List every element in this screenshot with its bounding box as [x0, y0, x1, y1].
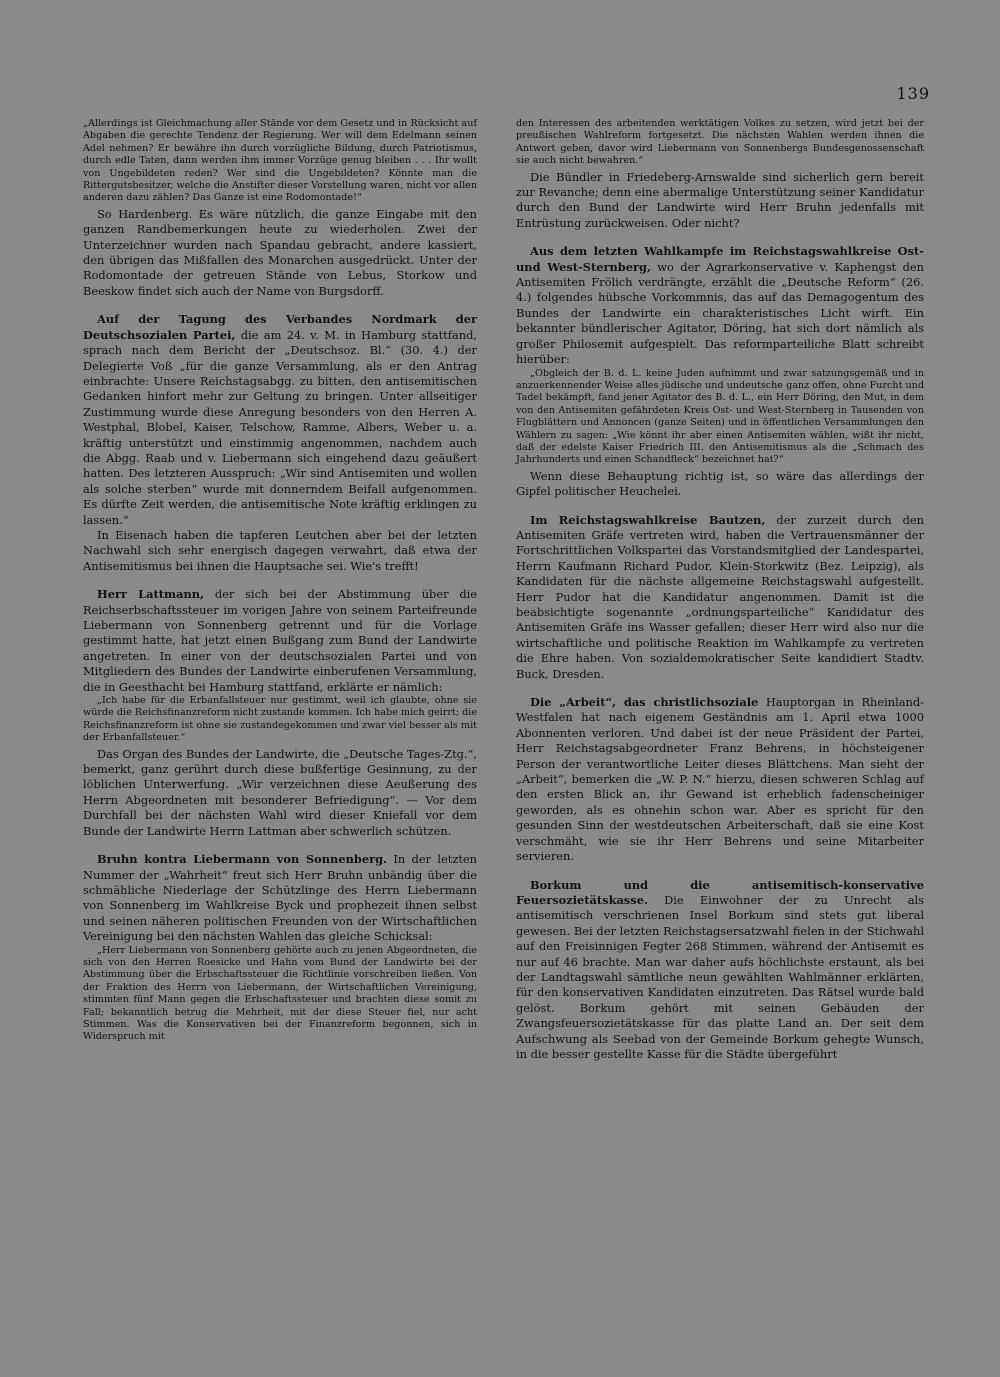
paragraph-hardenberg: So Hardenberg. Es wäre nützlich, die ganze Eingabe mit den ganzen Randbemerkungen heute zu wiederholen. Zwei der Unterzeichner wurden nach Spandau gebracht, andere kassiert, den übrigen das Mißfallen des Monarchen ausgedrückt. Unter der Rodomontade der getreuen Stände von Lebus, Storkow und Beeskow findet sich auch der Name von Burgsdorff.	[83, 206, 477, 298]
article-bautzen	[516, 513, 924, 682]
headline-arbeit: Die „Arbeit“, das christlichsoziale	[530, 695, 759, 710]
article-borkum	[516, 878, 924, 1063]
article-sternberg	[516, 244, 924, 367]
headline-bautzen: Im Reichstagswahlkreise Bautzen,	[530, 512, 766, 527]
headline-nordmark: Auf der Tagung des Verbandes Nordmark der Deutschsozialen Partei,	[83, 312, 477, 342]
body-borkum: Die Einwohner der zu Unrecht als antisemitisch verschrienen Insel Borkum sind stets gut liberal gewesen. Bei der letzten Reichstagsersatzwahl fielen in der Stichwahl auf den Freisinnigen Fegter 268 Stimmen, während der Antisemit es nur auf 46 brachte. Man war daher aufs höchlichste erstaunt, als bei der Landtagswahl sämtliche neun gewählten Wahlmänner erklärten, für den konservativen Kandidaten einzutreten. Das Rätsel wurde bald gelöst. Borkum gehört mit seinen Gebäuden der Zwangsfeuersozietätskasse für das platte Land an. Der seit dem Aufschwung als Seebad von der Gemeinde Borkum gehegte Wunsch, in die besser gestellte Kasse für die Städte übergeführt	[516, 892, 924, 1061]
paragraph-eisenach: In Eisenach haben die tapferen Leutchen aber bei der letzten Nachwahl sich sehr energisch dagegen verwahrt, daß etwa der Antisemitismus bei ihnen die Hauptsache sei. Wie's trefft!	[83, 527, 477, 573]
article-arbeit	[516, 695, 924, 864]
quote-deutsche-reform: „Obgleich der B. d. L. keine Juden aufnimmt und zwar satzungsgemäß und in anzuerkennender Weise alles jüdische und undeutsche ganz offen, ohne Furcht und Tadel bekämpft, fand jener Agitator des B. d. L., ein Herr Döring, den Mut, in dem von den Antisemiten gefährdeten Kreis Ost- und West-Sternberg in Tausenden von Flugblättern und Annoncen (ganze Seiten) und in öffentlichen Versammlungen den Wählern zu sagen: „Wie könnt ihr aber einen Antisemiten wählen, wißt ihr nicht, daß der edelste Kaiser Friedrich III. den Antisemitismus als die „Schmach des Jahrhunderts und einen Schandfleck“ bezeichnet hat?“	[516, 367, 924, 466]
headline-lattmann: Herr Lattmann,	[97, 587, 205, 602]
body-bruhn: In der letzten Nummer der „Wahrheit“ freut sich Herr Bruhn unbändig über die schmähliche Niederlage der Schützlinge des Herrn Liebermann von Sonnenberg im Wahlkreise Byck und prophezeit ihnen selbst und seinen näheren politischen Freunden von der Wirtschaftlichen Vereinigung bei den nächsten Wahlen das gleiche Schicksal:	[83, 852, 477, 944]
paragraph-tageszeitung: Das Organ des Bundes der Landwirte, die „Deutsche Tages-Ztg.“, bemerkt, ganz gerührt durch diese bußfertige Gesinnung, zu der löblichen Unterwerfung. „Wir verzeichnen diese Aeußerung des Herrn Abgeordneten mit besonderer Befriedigung“. — Vor dem Durchfall bei der nächsten Wahl wird dieser Kniefall vor dem Bunde der Landwirte Herrn Lattman aber schwerlich schützen.	[83, 746, 477, 838]
page-number: 139	[896, 84, 930, 103]
quote-wahrheit-continued: den Interessen des arbeitenden werktätigen Volkes zu setzen, wird jetzt bei der preußischen Wahlreform fortgesetzt. Die nächsten Wahlen werden ihnen die Antwort geben, davor wird Liebermann von Sonnenbergs Bundesgenossenschaft sie auch nicht bewahren.“	[516, 118, 924, 167]
quote-hardenberg: „Allerdings ist Gleichmachung aller Stände vor dem Gesetz und in Rücksicht auf Abgaben die gerechte Tendenz der Regierung. Wer will dem Edelmann seinen Adel nehmen? Er bewähre ihn durch vorzügliche Bildung, durch Patriotismus, durch edle Taten, dann werden ihm immer Vorzüge genug bleiben . . . Ihr wollt von Ungebildeten reden? Wer sind die Ungebildeten? Könnte man die Rittergutsbesitzer, welche die Anstifter dieser Vorstellung waren, nicht vor allen anderen dazu zählen? Das Ganze ist eine Rodomontade!“	[83, 118, 477, 204]
paragraph-heuchelei: Wenn diese Behauptung richtig ist, so wäre das allerdings der Gipfel politischer Heuchelei.	[516, 468, 924, 499]
article-nordmark	[83, 312, 477, 528]
right-column	[516, 118, 924, 1062]
article-lattmann	[83, 587, 477, 695]
paragraph-buendler: Die Bündler in Friedeberg-Arnswalde sind sicherlich gern bereit zur Revanche; denn eine abermalige Unterstützung seiner Kandidatur durch den Bund der Landwirte wird Herr Bruhn jedenfalls mit Entrüstung zurückweisen. Oder nicht?	[516, 169, 924, 230]
headline-borkum: Borkum und die antisemitisch-konservative Feuersozietätskasse.	[516, 877, 924, 907]
body-sternberg: wo der Agrarkonservative v. Kaphengst den Antisemiten Frölich verdrängte, erzählt die „Deutsche Reform“ (26. 4.) folgendes hübsche Vorkommnis, das auf das Demagogentum des Bundes der Landwirte ein charakteristisches Licht wirft. Ein bekannter bündlerischer Agitator, Döring, hat sich dort nämlich als großer Philosemit aufgespielt. Das reformparteiliche Blatt schreibt hierüber:	[516, 259, 924, 367]
quote-lattmann: „Ich habe für die Erbanfallsteuer nur gestimmt, weil ich glaubte, ohne sie würde die Reichsfinanzreform nicht zustande kommen. Ich habe mich geirrt; die Reichsfinanzreform ist ohne sie zustandegekommen und zwar viel besser als mit der Erbanfallsteuer.“	[83, 695, 477, 744]
left-column	[83, 118, 477, 1046]
article-bruhn	[83, 852, 477, 944]
body-bautzen: der zurzeit durch den Antisemiten Gräfe vertreten wird, haben die Vertrauensmänner der Fortschrittlichen Volkspartei das Vorstandsmitglied der Landespartei, Herrn Kaufmann Richard Pudor, Klein-Storkwitz (Bez. Leipzig), als Kandidaten für die nächste allgemeine Reichstagswahl aufgestellt. Herr Pudor hat die Kandidatur angenommen. Damit ist die beabsichtigte sogenannte „ordnungsparteiliche“ Kandidatur des Antisemiten Gräfe ins Wasser gefallen; dieser Herr wird also nur die wirtschaftliche und politische Reaktion im Wahlkampfe zu vertreten die Ehre haben. Von sozialdemokratischer Seite kandidiert Stadtv. Buck, Dresden.	[516, 512, 924, 681]
body-arbeit: Hauptorgan in Rheinland-Westfalen hat nach eigenem Geständnis am 1. April etwa 1000 Abonnenten verloren. Und dabei ist der neue Präsident der Partei, Herr Reichstagsabgeordneter Franz Behrens, in höchsteigener Person der verantwortliche Leiter dieses Blättchens. Man sieht der „Arbeit“, bemerken die „W. P. N.“ hierzu, diesen schweren Schlag auf den ersten Blick an, ihr Gewand ist erheblich fadenscheiniger geworden, als es ohnehin schon war. Aber es spricht für den gesunden Sinn der westdeutschen Arbeiterschaft, daß sie eine Kost verschmäht, wie sie ihr Herr Behrens und seine Mitarbeiter servieren.	[516, 695, 924, 864]
body-nordmark: die am 24. v. M. in Hamburg stattfand, sprach nach dem Bericht der „Deutschsoz. Bl.“ (30. 4.) der Delegierte Voß „für die ganze Versammlung, als er den Antrag einbrachte: Unsere Reichstagsabgg. zu bitten, den antisemitischen Gedanken hinfort mehr zur Geltung zu bringen. Unter allseitiger Zustimmung wurde diese Anregung besonders von den Herren A. Westphal, Blobel, Kaiser, Telschow, Ramme, Albers, Weber u. a. kräftig unterstützt und einstimmig angenommen, nachdem auch die Abgg. Raab und v. Liebermann sich eingehend dazu geäußert hatten. Des letzteren Ausspruch: „Wir sind Antisemiten und wollen als solche sterben“ wurde mit donnerndem Beifall aufgenommen. Es dürfte Zeit werden, die antisemitische Note kräftig erklingen zu lassen.“	[83, 327, 477, 527]
headline-bruhn: Bruhn kontra Liebermann von Sonnenberg.	[97, 852, 388, 867]
headline-sternberg: Aus dem letzten Wahlkampfe im Reichstagswahlkreise Ost- und West-Sternberg,	[516, 244, 924, 274]
body-lattmann: der sich bei der Abstimmung über die Reichserbschaftssteuer im vorigen Jahre von seinem Parteifreunde Liebermann von Sonnenberg getrennt und für die Vorlage gestimmt hatte, hat jetzt einen Bußgang zum Bund der Landwirte angetreten. In einer von der deutschsozialen Partei und von Mitgliedern des Bundes der Landwirte einberufenen Versammlung, die in Geesthacht bei Hamburg stattfand, erklärte er nämlich:	[83, 587, 477, 694]
quote-wahrheit: „Herr Liebermann von Sonnenberg gehörte auch zu jenen Abgeordneten, die sich von den Herren Roesicke und Hahn vom Bund der Landwirte bei der Abstimmung über die Erbschaftssteuer die Richtlinie vorschreiben ließen. Von der Fraktion des Herrn von Liebermann, der Wirtschaftlichen Vereinigung, stimmten fünf Mann gegen die Erbschaftssteuer und brachten diese somit zu Fall; bekanntlich betrug die Mehrheit, mit der diese Steuer fiel, nur acht Stimmen. Was die Konservativen bei der Finanzreform begonnen, sich in Widerspruch mit	[83, 944, 477, 1043]
